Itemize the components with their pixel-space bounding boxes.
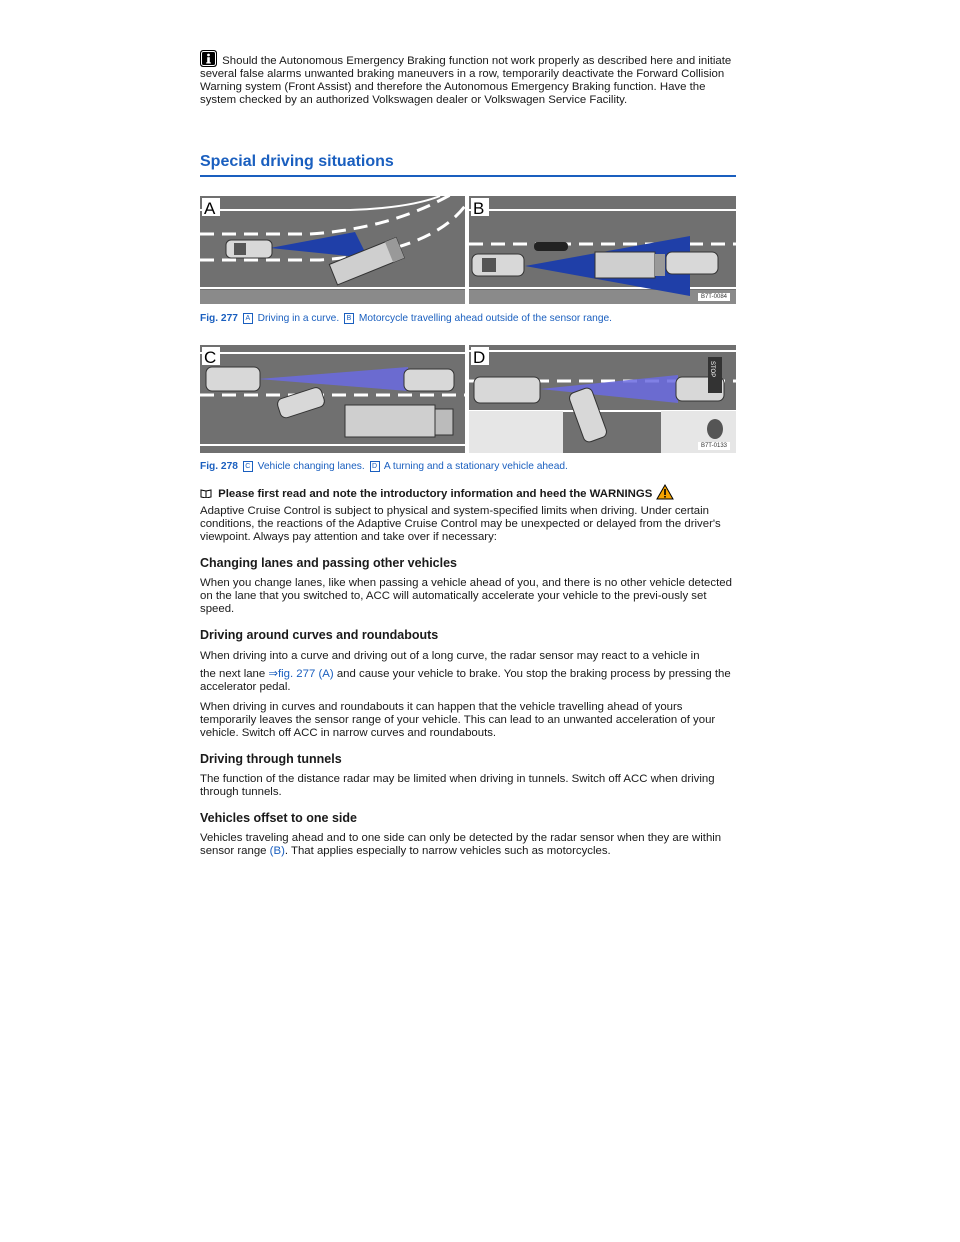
tunnels-heading: Driving through tunnels bbox=[200, 752, 342, 766]
curves-text-b: and cause your vehicle to brake. You stop the braking process by pressing the accelerator pedal. bbox=[200, 668, 731, 693]
note-text: Should the Autonomous Emergency Braking function not work properly as described here and initiate several false alarms unwanted braking maneuvers in a row, temporarily deactivate the Forward Collision Warning system (Front Assist) and therefore the Autonomous Emergency Braking function. Have the system checked by an authorized Volkswagen dealer or Volkswagen Service Facility. bbox=[200, 55, 732, 106]
offset-paragraph bbox=[200, 832, 736, 858]
tunnels-paragraph: The function of the distance radar may be limited when driving in tunnels. Switch off ACC when driving through tunnels. bbox=[200, 773, 715, 798]
acc-limits-paragraph: Adaptive Cruise Control is subject to physical and system-specified limits when driving. Under certain conditions, the reactions of the Adaptive Cruise Control may be unexpected or delayed from the driver's viewpoint. Always pay attention and take over if necessary: bbox=[200, 505, 721, 543]
stop-sign-text: STOP bbox=[709, 361, 715, 378]
caption-text-c: Vehicle changing lanes. bbox=[257, 461, 365, 472]
figure-code: B7T-0133 bbox=[698, 442, 730, 450]
figure-277 bbox=[200, 196, 736, 304]
panel-d-illustration bbox=[469, 345, 736, 453]
caption-label: Fig. 278 bbox=[200, 461, 238, 472]
panel-c-illustration bbox=[200, 345, 465, 453]
figure-code: B7T-0084 bbox=[698, 293, 730, 301]
curves-paragraph-3: When driving in curves and roundabouts it can happen that the vehicle travelling ahead of yours temporarily leaves the sensor range of your vehicle. This can lead to an unwanted acceleration of your vehicle. Switch off ACC in narrow curves and roundabouts. bbox=[200, 701, 716, 739]
offset-text-a: Vehicles traveling ahead and to one side can only be detected by the radar sensor when they are within sensor range bbox=[200, 832, 722, 857]
curves-paragraph-1: When driving into a curve and driving out of a long curve, the radar sensor may react to a vehicle in bbox=[200, 650, 700, 662]
book-icon bbox=[200, 488, 212, 501]
svg-text:A: A bbox=[204, 199, 216, 218]
section-title: Special driving situations bbox=[200, 153, 736, 177]
curves-heading: Driving around curves and roundabouts bbox=[200, 628, 439, 642]
info-note bbox=[200, 50, 736, 107]
panel-a-illustration bbox=[200, 196, 465, 304]
caption-label: Fig. 277 bbox=[200, 313, 238, 324]
svg-text:C: C bbox=[204, 348, 217, 367]
caption-text-d: A turning and a stationary vehicle ahead. bbox=[383, 461, 568, 472]
figure-278 bbox=[200, 345, 736, 453]
offset-text-b: . That applies especially to narrow vehicles such as motorcycles. bbox=[284, 845, 611, 857]
caption-box-d: D bbox=[370, 461, 380, 472]
fig-b-link[interactable]: (B) bbox=[269, 845, 285, 857]
intro-text: Please first read and note the introductory information and heed the WARNINGS bbox=[218, 488, 653, 500]
lanes-paragraph: When you change lanes, like when passing a vehicle ahead of you, and there is no other vehicle detected on the lane that you switched to, ACC will automatically accelerate your vehicle to the previ-ously set speed. bbox=[200, 577, 732, 615]
figure-277-caption bbox=[200, 313, 736, 324]
lanes-heading: Changing lanes and passing other vehicles bbox=[200, 556, 458, 570]
svg-text:B: B bbox=[473, 199, 485, 218]
warning-triangle-icon bbox=[656, 484, 674, 503]
svg-text:D: D bbox=[473, 348, 486, 367]
caption-box-a: A bbox=[243, 313, 253, 324]
caption-text-b: Motorcycle travelling ahead outside of the sensor range. bbox=[358, 313, 612, 324]
caption-text-a: Driving in a curve. bbox=[257, 313, 340, 324]
curves-paragraph-2 bbox=[200, 668, 736, 694]
info-note-icon bbox=[200, 50, 217, 67]
panel-b-illustration bbox=[469, 196, 736, 304]
caption-box-c: C bbox=[243, 461, 253, 472]
figure-278-caption bbox=[200, 461, 736, 472]
caption-box-b: B bbox=[344, 313, 354, 324]
offset-heading: Vehicles offset to one side bbox=[200, 811, 357, 825]
fig-277-link[interactable]: ⇒fig. 277 (A) bbox=[268, 668, 334, 680]
curves-text-a: the next lane bbox=[200, 668, 266, 680]
intro-line bbox=[200, 484, 736, 503]
